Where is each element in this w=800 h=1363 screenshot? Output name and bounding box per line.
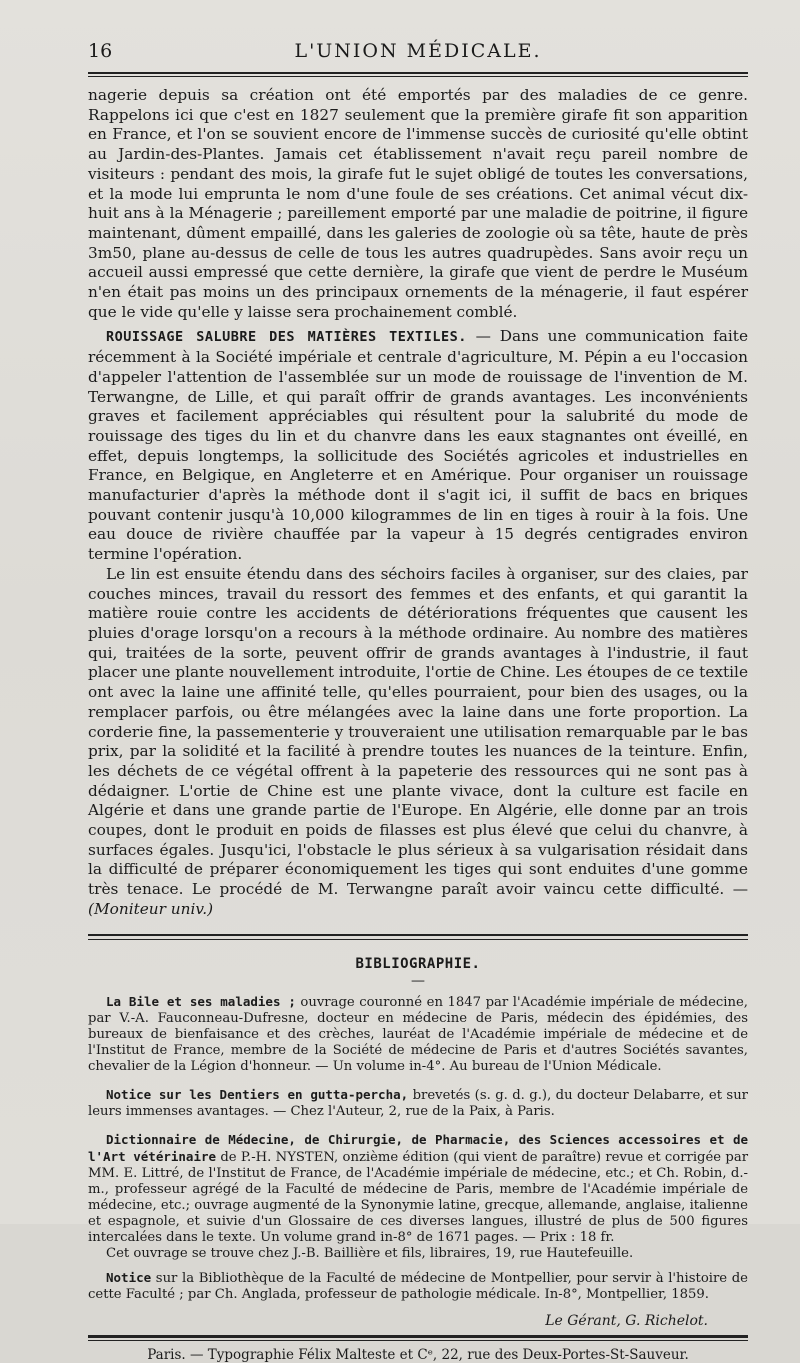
footer-rule — [88, 1335, 748, 1338]
bibliography-entry-title: La Bile et ses maladies ; — [106, 993, 296, 1009]
bibliography-entry-note: Cet ouvrage se trouve chez J.-B. Baillière et fils, libraires, 19, rue Hautefeuille. — [106, 1245, 634, 1261]
article-source: (Moniteur univ.) — [88, 899, 214, 918]
imprint: Paris. — Typographie Félix Malteste et Cᵉ, 22, rue des Deux-Portes-St-Sauveur. — [147, 1346, 689, 1363]
bibliography-dash: — — [411, 972, 425, 989]
bibliography-heading: BIBLIOGRAPHIE. — [355, 955, 481, 972]
bibliography-entry — [88, 994, 748, 1075]
bibliography-entry-text: sur la Bibliothèque de la Faculté de médecine de Montpellier, pour servir à l'histoire de cette Faculté ; par Ch. Anglada, professeur de pathologie médicale. In-8°, Montpellier, 1859. — [88, 1270, 748, 1302]
section-rule-thin — [88, 939, 748, 940]
running-title: L'UNION MÉDICALE. — [294, 40, 542, 62]
section-rule — [88, 934, 748, 936]
article-giraffe-text: nagerie depuis sa création ont été emportés par des maladies de ce genre. Rappelons ici que c'est en 1827 seulement que la première girafe fit son apparition en France, et l'on se souvient encore de l'immense succès de curiosité qu'elle obtint au Jardin-des-Plantes. Jamais cet établissement n'avait reçu pareil nombre de visiteurs : pendant des mois, la girafe fut le sujet obligé de toutes les conversations, et la mode lui emprunta le nom d'une foule de ses créations. Cet animal vécut dix-huit ans à la Ménagerie ; pareillement emporté par une maladie de poitrine, il figure maintenant, dûment empaillé, dans les galeries de zoologie où sa tête, haute de près 3m50, plane au-dessus de celle de tous les autres quadrupèdes. Sans avoir reçu un accueil aussi empressé que cette dernière, la girafe que vient de perdre le Muséum n'en était pas moins un des principaux ornements de la ménagerie, il faut espérer que le vide qu'elle y laisse sera prochainement comblé. — [88, 86, 748, 321]
signature-text: Le Gérant, G. Richelot. — [545, 1312, 708, 1329]
bibliography-entry-text: de P.-H. NYSTEN, onzième édition (qui vient de paraître) revue et corrigée par MM. E. Littré, de l'Institut de France, de l'Académie impériale de médecine, etc.; et Ch. Robin, d.-m., professeur agrégé de la Faculté de médecine de Paris, membre de l'Académie impériale de médecine, etc.; ouvrage augmenté de la Synonymie latine, grecque, allemande, anglaise, italienne et espagnole, et suivie d'un Glossaire de ces diverses langues, illustré de plus de 500 figures intercalées dans le texte. Un volume grand in-8° de 1671 pages. — Prix : 18 fr. — [88, 1149, 748, 1245]
article-rouissage-para2-wrap — [88, 565, 748, 920]
bibliography-entry-title: Notice — [106, 1269, 152, 1285]
article-rouissage-title: ROUISSAGE SALUBRE DES MATIÈRES TEXTILES. — [106, 329, 467, 346]
article-rouissage-para2: Le lin est ensuite étendu dans des séchoirs faciles à organiser, sur des claies, par couches minces, travail du ressort des femmes et des enfants, et qui garantit la matière rouie contre les accidents de détériorations fréquentes que causent les pluies d'orage lorsqu'on a recours à la méthode ordinaire. Au nombre des matières qui, traitées de la sorte, peuvent offrir de grands avantages à l'industrie, il faut placer une plante nouvellement introduite, l'ortie de Chine. Les étoupes de ce textile ont avec la laine une affinité telle, qu'elles pourraient, pour bien des usages, ou la remplacer parfois, ou être mélangées avec la laine dans une forte proportion. La corderie fine, la passementerie y trouveraient une utilisation remarquable par le bas prix, par la solidité et la facilité à prendre toutes les nuances de la teinture. Enfin, les déchets de ce végétal offrent à la papeterie des ressources qui ne sont pas à dédaigner. L'ortie de Chine est une plante vivace, dont la culture est facile en Algérie et dans une grande partie de l'Europe. En Algérie, elle donne par an trois coupes, dont le produit en poids de filasses est plus élevé que celui du chanvre, à surfaces égales. Jusqu'ici, l'obstacle le plus sérieux à sa vulgarisation résidait dans la difficulté de préparer économiquement les tiges qui sont enduites d'une gomme très tenace. Le procédé de M. Terwangne paraît avoir vaincu cette difficulté. — — [88, 564, 748, 899]
bibliography-entry-text: brevetés (s. g. d. g.), du docteur Delabarre, et sur leurs immenses avantages. — Chez l'Auteur, 2, rue de la Paix, à Paris. — [88, 1087, 748, 1119]
header-rule — [88, 72, 748, 74]
page-body — [88, 86, 748, 1363]
bibliography-entry-title: Dictionnaire de Médecine, de Chirurgie, de Pharmacie, des Sciences accessoires et de l'Art vétérinaire — [88, 1131, 748, 1164]
signature — [88, 1313, 748, 1329]
page-number: 16 — [88, 40, 113, 62]
bibliography-entry — [88, 1270, 748, 1303]
page-header — [88, 40, 748, 70]
bibliography-entry-title: Notice sur les Dentiers en gutta-percha, — [106, 1086, 409, 1102]
footer-rule-thin — [88, 1340, 748, 1341]
bibliography-entry — [88, 1087, 748, 1120]
bibliography-entry — [88, 1132, 748, 1246]
article-rouissage — [88, 327, 748, 564]
bibliography-section — [88, 956, 748, 1303]
header-rule-thin — [88, 76, 748, 77]
article-rouissage-para1: — Dans une communication faite récemment à la Société impériale et centrale d'agriculture, M. Pépin a eu l'occasion d'appeler l'attention de l'assemblée sur un mode de rouissage de l'invention de M. Terwangne, de Lille, et qui paraît offrir de grands avantages. Les inconvénients graves et facilement appréciables qui résultent pour la salubrité du mode de rouissage des tiges du lin et du chanvre dans les eaux stagnantes ont éveillé, en effet, depuis longtemps, la sollicitude des Sociétés agricoles et industrielles en France, en Belgique, en Angleterre et en Amérique. Pour organiser un rouissage manufacturier d'après la méthode dont il s'agit ici, il suffit de bacs en briques pouvant contenir jusqu'à 10,000 kilogrammes de lin en tiges à rouir à la fois. Une eau douce de rivière chauffée par la vapeur à 15 degrés centigrades environ termine l'opération. — [88, 327, 748, 564]
bibliography-entry-text: ouvrage couronné en 1847 par l'Académie impériale de médecine, par V.-A. Fauconneau-Dufresne, docteur en médecine de Paris, médecin des épidémies, des bureaux de bienfaisance et des crèches, lauréat de l'Académie impériale de médecine et de l'Institut de France, membre de la Société de médecine de Paris et d'autres Sociétés savantes, chevalier de la Légion d'honneur. — Un volume in-4°. Au bureau de l'Union Médicale. — [88, 994, 748, 1074]
